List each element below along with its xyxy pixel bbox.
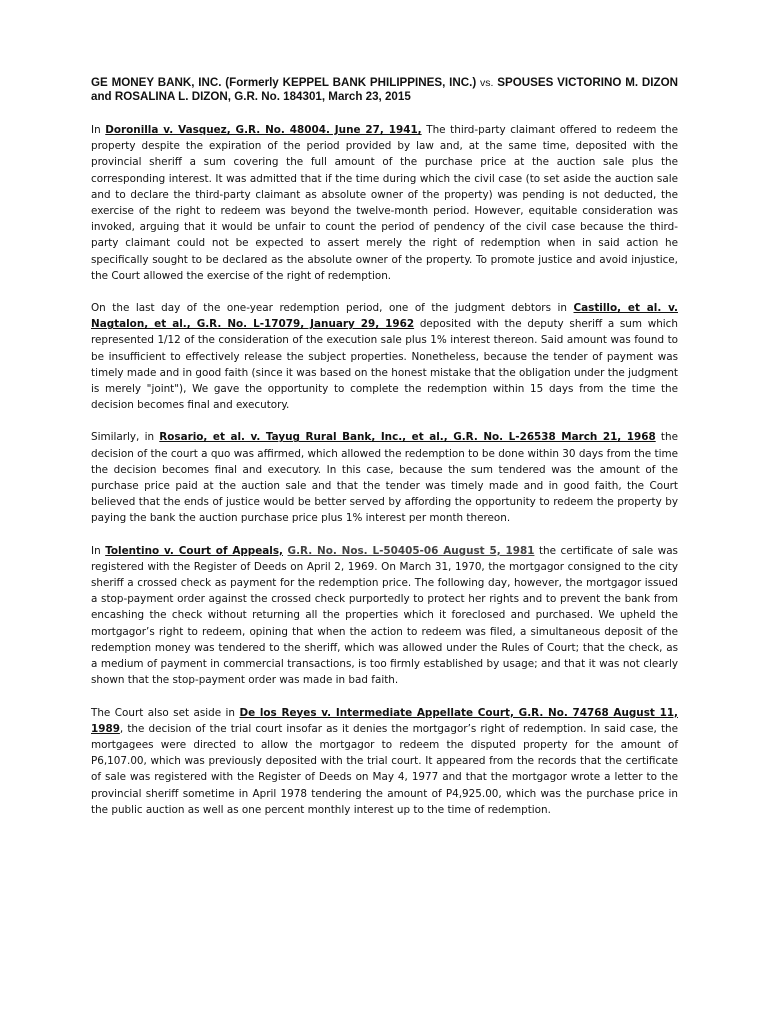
- paragraph-lead: Similarly, in: [91, 431, 155, 444]
- paragraph-text: The third-party claimant offered to redeem the property despite the expiration of the period provided by law and, at the same time, deposited with the provincial sheriff a sum covering the full amount of the purchase price at the auction sale plus the corresponding interest. It was admitted that if the time during which the civil case (to set aside the auction sale and to declare the third-party claimant as absolute owner of the property) was pending is not deducted, the exercise of the right to redeem was beyond the twelve-month period. However, equitable consideration was invoked, arguing that it would be unfair to count the period of pendency of the civil case because the third-party claimant could not be expected to assert merely the right of redemption when in said action he specifically sought to be declared as the absolute owner of the property. To promote justice and avoid injustice, the Court allowed the exercise of the right of redemption.: [91, 124, 678, 282]
- paragraph-text: , the decision of the trial court insofar as it denies the mortgagor’s right of redemption. In said case, the mortgagees were directed to allow the mortgagor to redeem the disputed property for the amount of P6,107.00, which was previously deposited with the trial court. It appeared from the records that the certificate of sale was registered with the Register of Deeds on May 4, 1977 and that the mortgagor wrote a letter to the provincial sheriff sometime in April 1978 tendering the amount of P4,925.00, which was the purchase price in the public auction as well as one percent monthly interest up to the time of redemption.: [91, 722, 678, 816]
- paragraph-castillo: [91, 300, 678, 413]
- case-citation-rosario[interactable]: Rosario, et al. v. Tayug Rural Bank, Inc., et al., G.R. No. L-26538 March 21, 1968: [159, 431, 656, 444]
- paragraph-de-los-reyes: [91, 705, 678, 818]
- paragraph-text: the decision of the court a quo was affirmed, which allowed the redemption to be done within 30 days from the time the decision becomes final and executory. In this case, because the sum tendered was the amount of the purchase price paid at the auction sale and that the tender was timely made and in good faith, the Court believed that the ends of justice would be better served by affording the opportunity to redeem the property by paying the bank the auction purchase price plus 1% interest per month thereon.: [91, 431, 678, 525]
- paragraph-lead: On the last day of the one-year redemption period, one of the judgment debtors in: [91, 302, 567, 315]
- document-page: [91, 76, 678, 834]
- paragraph-lead: In: [91, 124, 101, 136]
- paragraph-lead: In: [91, 544, 101, 557]
- paragraph-tolentino: [91, 543, 678, 689]
- paragraph-text: deposited with the deputy sheriff a sum which represented 1/12 of the consideration of the execution sale plus 1% interest thereon. Said amount was found to be insufficient to effectively release the subject properties. Nonetheless, because the tender of payment was timely made and in good faith (since it was based on the honest mistake that the obligation under the judgment is merely "joint"), We gave the opportunity to complete the redemption within 15 days from the time the decision becomes final and executory.: [91, 318, 678, 412]
- paragraph-text: the certificate of sale was registered with the Register of Deeds on April 2, 1969. On March 31, 1970, the mortgagor consigned to the city sheriff a crossed check as payment for the redemption price. The following day, however, the mortgagor issued a stop-payment order against the crossed check purportedly to protect her rights and to prevent the bank from encashing the check without returning all the properties which it foreclosed and purchased. We upheld the mortgagor’s right to redeem, opining that when the action to redeem was filed, a simultaneous deposit of the redemption money was tendered to the sheriff, which was allowed under the Rules of Court; that the check, as a medium of payment in commercial transactions, is too firmly established by usage; and that it was not clearly shown that the stop-payment order was made in bad faith.: [91, 544, 678, 687]
- paragraph-doronilla: [91, 122, 678, 284]
- paragraph-lead: The Court also set aside in: [91, 706, 236, 719]
- case-title: [91, 76, 678, 104]
- case-title-vs: vs.: [480, 77, 494, 89]
- case-citation-tolentino-gr[interactable]: G.R. No. Nos. L-50405-06 August 5, 1981: [287, 544, 535, 557]
- case-title-part2: SPOUSES VICTORINO M. DIZON and ROSALINA L. DIZON, G.R. No. 184301, March 23, 2015: [91, 76, 678, 103]
- case-citation-de-los-reyes[interactable]: De los Reyes v. Intermediate Appellate Court, G.R. No. 74768 August 11, 1989: [91, 706, 678, 735]
- case-citation-doronilla[interactable]: Doronilla v. Vasquez, G.R. No. 48004. June 27, 1941,: [105, 124, 422, 136]
- case-citation-tolentino[interactable]: Tolentino v. Court of Appeals,: [105, 544, 283, 557]
- case-title-part1: GE MONEY BANK, INC. (Formerly KEPPEL BANK PHILIPPINES, INC.): [91, 76, 477, 89]
- case-citation-castillo[interactable]: Castillo, et al. v. Nagtalon, et al., G.R. No. L-17079, January 29, 1962: [91, 302, 678, 331]
- paragraph-rosario: [91, 429, 678, 526]
